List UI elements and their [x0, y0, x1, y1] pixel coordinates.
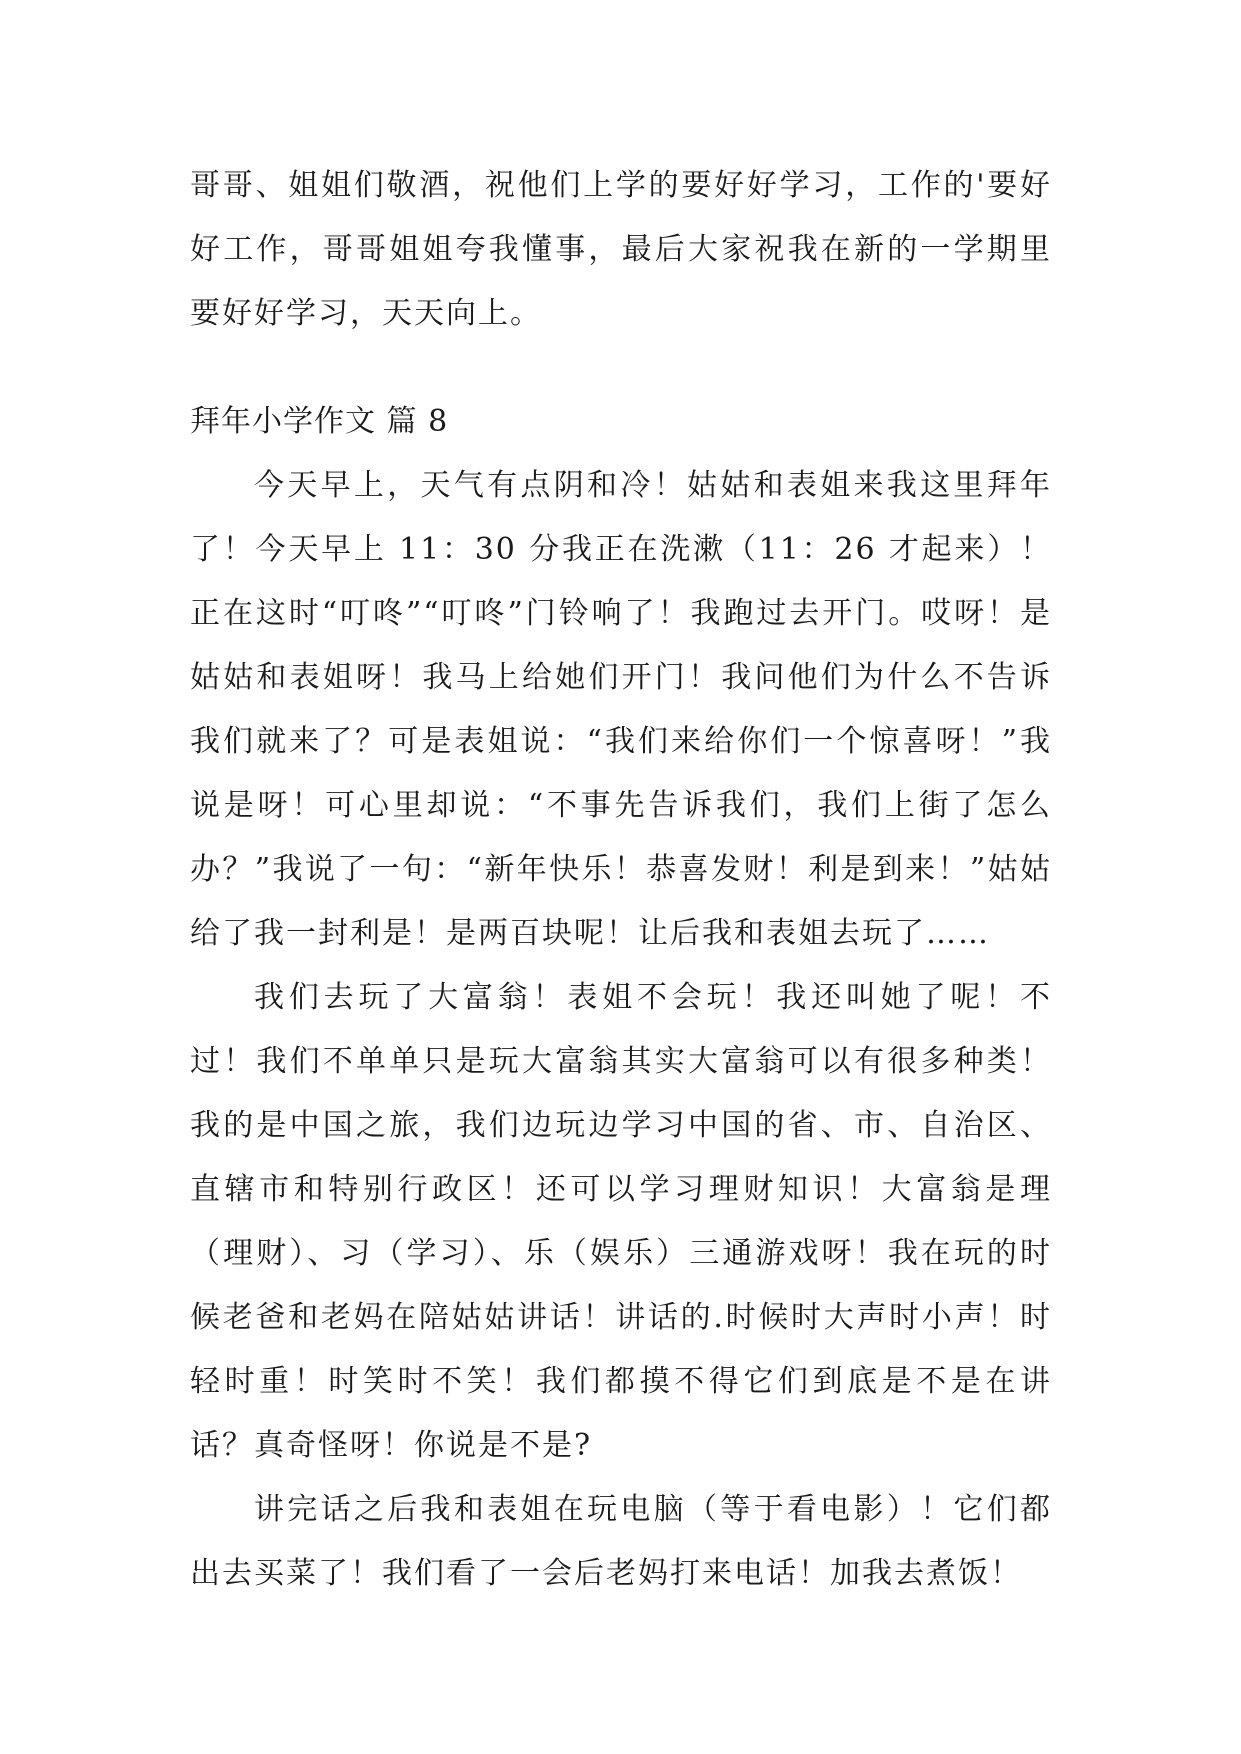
section-title: 拜年小学作文 篇 8: [190, 404, 449, 439]
document-body: [190, 154, 1052, 1606]
body-paragraph-1: 今天早上，天气有点阴和冷！姑姑和表姐来我这里拜年了！今天早上 11：30 分我正在洗漱（11：26 才起来）！正在这时“叮咚”“叮咚”门铃响了！我跑过去开门。哎呀！是姑姑和表姐呀！我马上给她们开门！我问他们为什么不告诉我们就来了？可是表姐说：“我们来给你们一个惊喜呀！”我说是呀！可心里却说：“不事先告诉我们，我们上街了怎么办？”我说了一句：“新年快乐！恭喜发财！利是到来！”姑姑给了我一封利是！是两百块呢！让后我和表姐去玩了……: [190, 468, 1052, 951]
body-paragraph-2: 我们去玩了大富翁！表姐不会玩！我还叫她了呢！不过！我们不单单只是玩大富翁其实大富翁可以有很多种类！我的是中国之旅，我们边玩边学习中国的省、市、自治区、直辖市和特别行政区！还可以学习理财知识！大富翁是理（理财）、习（学习）、乐（娱乐）三通游戏呀！我在玩的时候老爸和老妈在陪姑姑讲话！讲话的.时候时大声时小声！时轻时重！时笑时不笑！我们都摸不得它们到底是不是在讲话？真奇怪呀！你说是不是?: [190, 980, 1052, 1463]
intro-paragraph: 哥哥、姐姐们敬酒，祝他们上学的要好好学习，工作的'要好好工作，哥哥姐姐夸我懂事，最后大家祝我在新的一学期里要好好学习，天天向上。: [190, 168, 1052, 331]
body-paragraph-3: 讲完话之后我和表姐在玩电脑（等于看电影）！它们都出去买菜了！我们看了一会后老妈打来电话！加我去煮饭！: [190, 1492, 1052, 1591]
